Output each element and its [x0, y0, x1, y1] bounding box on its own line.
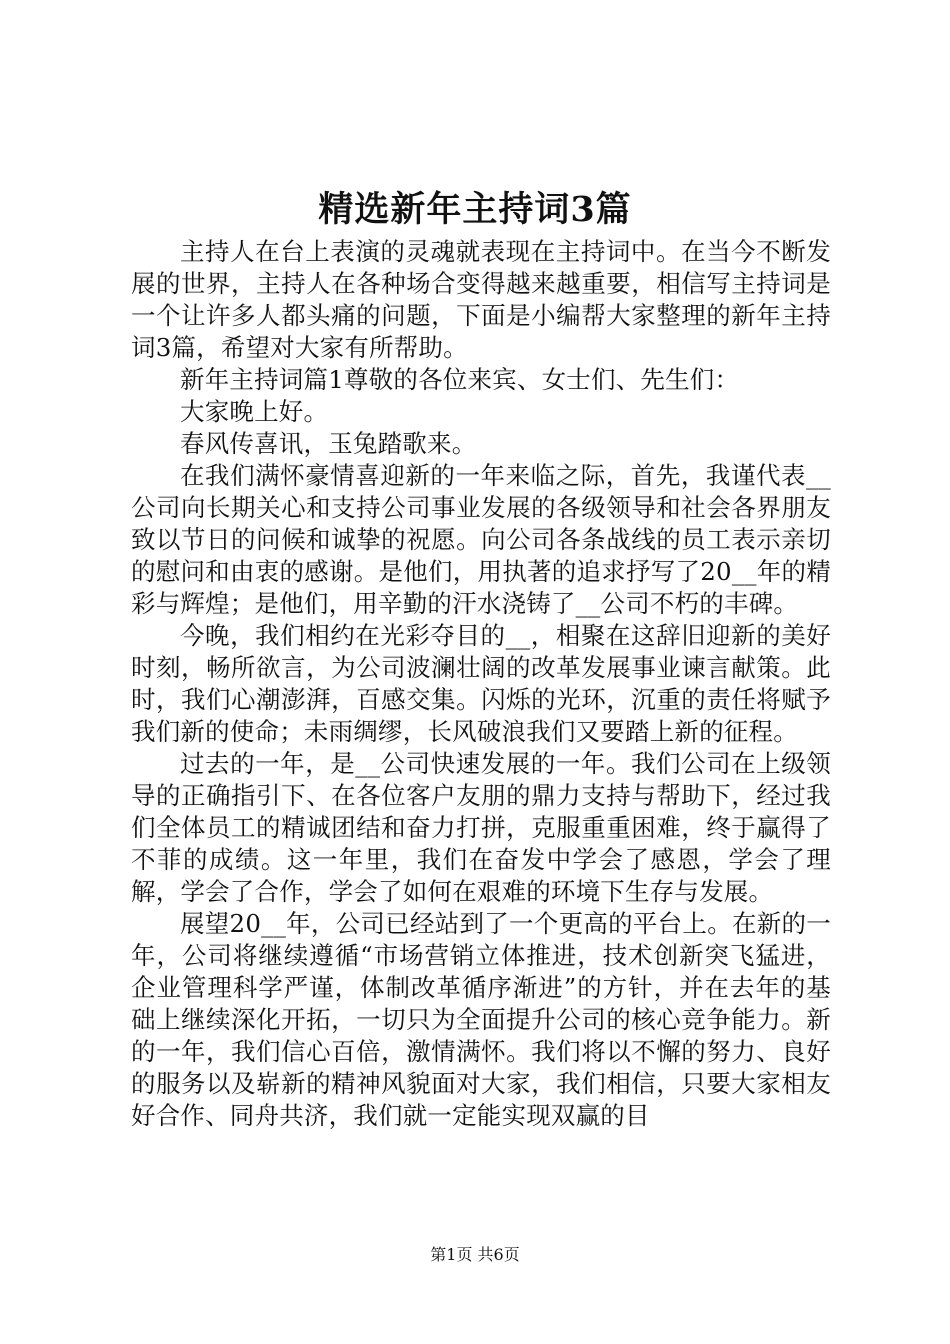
paragraph-tonight: 今晚，我们相约在光彩夺目的__，相聚在这辞旧迎新的美好时刻，畅所欲言，为公司波澜壮阔的改革发展事业谏言献策。此时，我们心潮澎湃，百感交集。闪烁的光环，沉重的责任将赋予我们新的使命；未雨绸缪，长风破浪我们又要踏上新的征程。 [131, 621, 831, 746]
document-title: 精选新年主持词3篇 [318, 189, 632, 230]
paragraph-good-evening: 大家晚上好。 [180, 397, 329, 426]
paragraph-outlook: 展望20__年，公司已经站到了一个更高的平台上。在新的一年，公司将继续遵循“市场营销立体推进，技术创新突飞猛进，企业管理科学严谨，体制改革循序渐进”的方针，并在去年的基础上继续深化开拓，一切只为全面提升公司的核心竞争能力。新的一年，我们信心百倍，激情满怀。我们将以不懈的努力、良好的服务以及崭新的精神风貌面对大家，我们相信，只要大家相友好合作、同舟共济，我们就一定能实现双赢的目 [131, 909, 831, 1130]
paragraph-welcome: 在我们满怀豪情喜迎新的一年来临之际，首先，我谨代表__公司向长期关心和支持公司事业发展的各级领导和社会各界朋友致以节日的问候和诚挚的祝愿。向公司各条战线的员工表示亲切的慰问和由衷的感谢。是他们，用执著的追求抒写了20__年的精彩与辉煌；是他们，用辛勤的汗水浇铸了__公司不朽的丰碑。 [131, 461, 831, 618]
page-number-footer: 第1页 共6页 [430, 1245, 520, 1264]
paragraph-intro: 主持人在台上表演的灵魂就表现在主持词中。在当今不断发展的世界，主持人在各种场合变得越来越重要，相信写主持词是一个让许多人都头痛的问题，下面是小编帮大家整理的新年主持词3篇，希望对大家有所帮助。 [131, 237, 831, 362]
paragraph-greeting: 新年主持词篇1尊敬的各位来宾、女士们、先生们： [180, 365, 740, 394]
paragraph-past-year: 过去的一年，是__公司快速发展的一年。我们公司在上级领导的正确指引下、在各位客户友朋的鼎力支持与帮助下，经过我们全体员工的精诚团结和奋力打拼，克服重重困难，终于赢得了不菲的成绩。这一年里，我们在奋发中学会了感恩，学会了理解，学会了合作，学会了如何在艰难的环境下生存与发展。 [131, 749, 831, 906]
paragraph-spring-wind: 春风传喜讯，玉兔踏歌来。 [180, 429, 477, 458]
document-body [131, 236, 831, 1132]
